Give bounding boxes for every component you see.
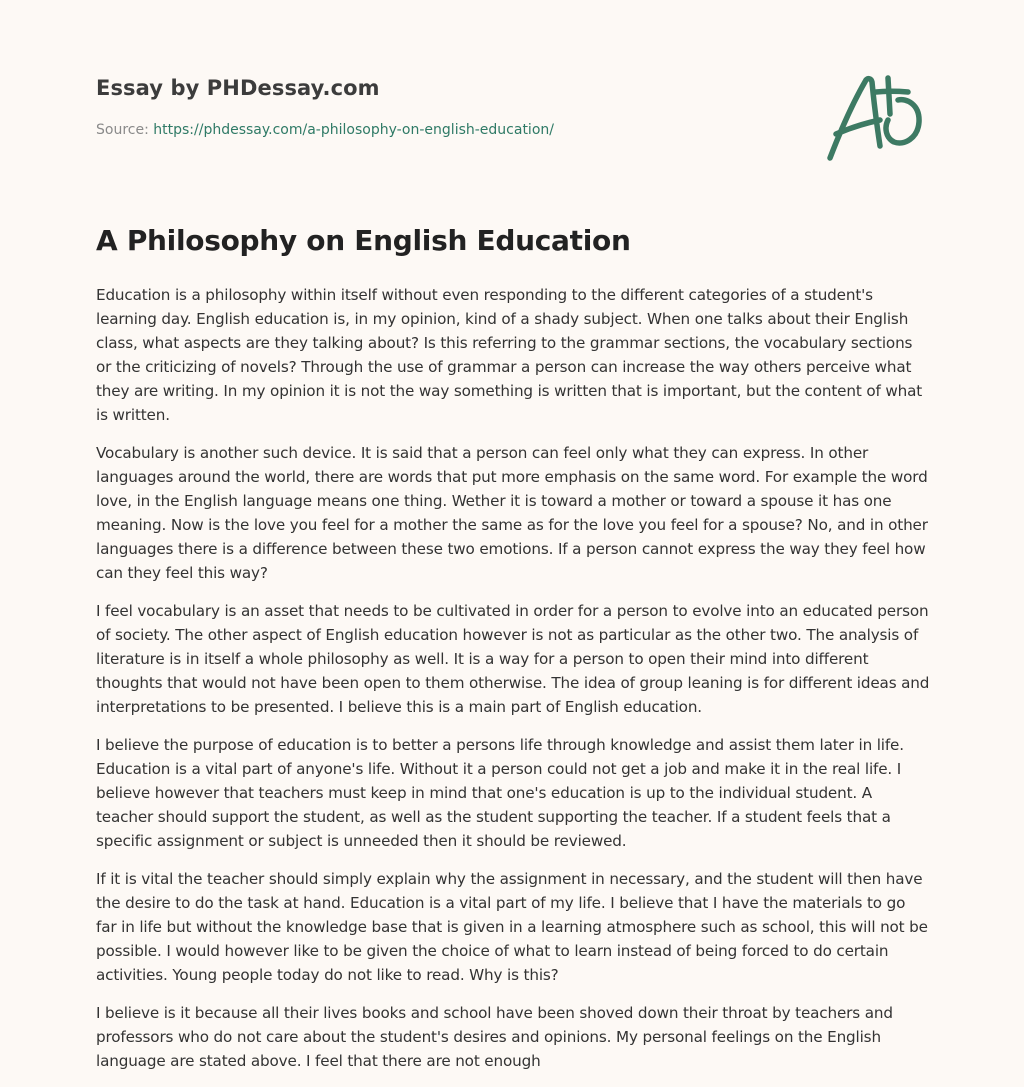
essay-paragraph: I believe the purpose of education is to better a persons life through knowledge and assist them later in life. Education is a vital part of anyone's life. Without it a person could not get a job and make it in the real life. I believe however that teachers must keep in mind that one's education is up to the individual student. A teacher should support the student, as well as the student supporting the teacher. If a student feels that a specific assignment or subject is unneeded then it should be reviewed.: [96, 736, 904, 850]
source-link[interactable]: https://phdessay.com/a-philosophy-on-english-education/: [153, 122, 554, 138]
essay-paragraph: If it is vital the teacher should simply explain why the assignment in necessary, and the student will then have the desire to do the task at hand. Education is a vital part of my life. I believe that I have the materials to go far in life but without the knowledge base that is given in a learning atmosphere such as school, this will not be possible. I would however like to be given the choice of what to learn instead of being forced to do certain activities. Young people today do not like to read. Why is this?: [96, 870, 928, 984]
site-title: Essay by PHDessay.com: [96, 76, 380, 100]
essay-title: A Philosophy on English Education: [96, 224, 631, 257]
page-header: [96, 76, 796, 138]
essay-paragraph: Vocabulary is another such device. It is said that a person can feel only what they can express. In other languages around the world, there are words that put more emphasis on the same word. For example the word love, in the English language means one thing. Wether it is toward a mother or toward a spouse it has one meaning. Now is the love you feel for a mother the same as for the love you feel for a spouse? No, and in other languages there is a difference between these two emotions. If a person cannot express the way they feel how can they feel this way?: [96, 444, 928, 582]
a-plus-grade-icon: [822, 70, 926, 166]
essay-content: [96, 224, 930, 1087]
essay-paragraph: Education is a philosophy within itself without even responding to the different categories of a student's learning day. English education is, in my opinion, kind of a shady subject. When one talks about their English class, what aspects are they talking about? Is this referring to the grammar sections, the vocabulary sections or the criticizing of novels? Through the use of grammar a person can increase the way others perceive what they are writing. In my opinion it is not the way something is written that is important, but the content of what is written.: [96, 286, 923, 424]
essay-paragraph: I feel vocabulary is an asset that needs to be cultivated in order for a person to evolve into an educated person of society. The other aspect of English education however is not as particular as the other two. The analysis of literature is in itself a whole philosophy as well. It is a way for a person to open their mind into different thoughts that would not have been open to them otherwise. The idea of group leaning is for different ideas and interpretations to be presented. I believe this is a main part of English education.: [96, 602, 930, 716]
essay-paragraph: I believe is it because all their lives books and school have been shoved down their throat by teachers and professors who do not care about the student's desires and opinions. My personal feelings on the English language are stated above. I feel that there are not enough: [96, 1004, 893, 1070]
source-label: Source:: [96, 122, 149, 138]
source-line: [96, 122, 796, 138]
